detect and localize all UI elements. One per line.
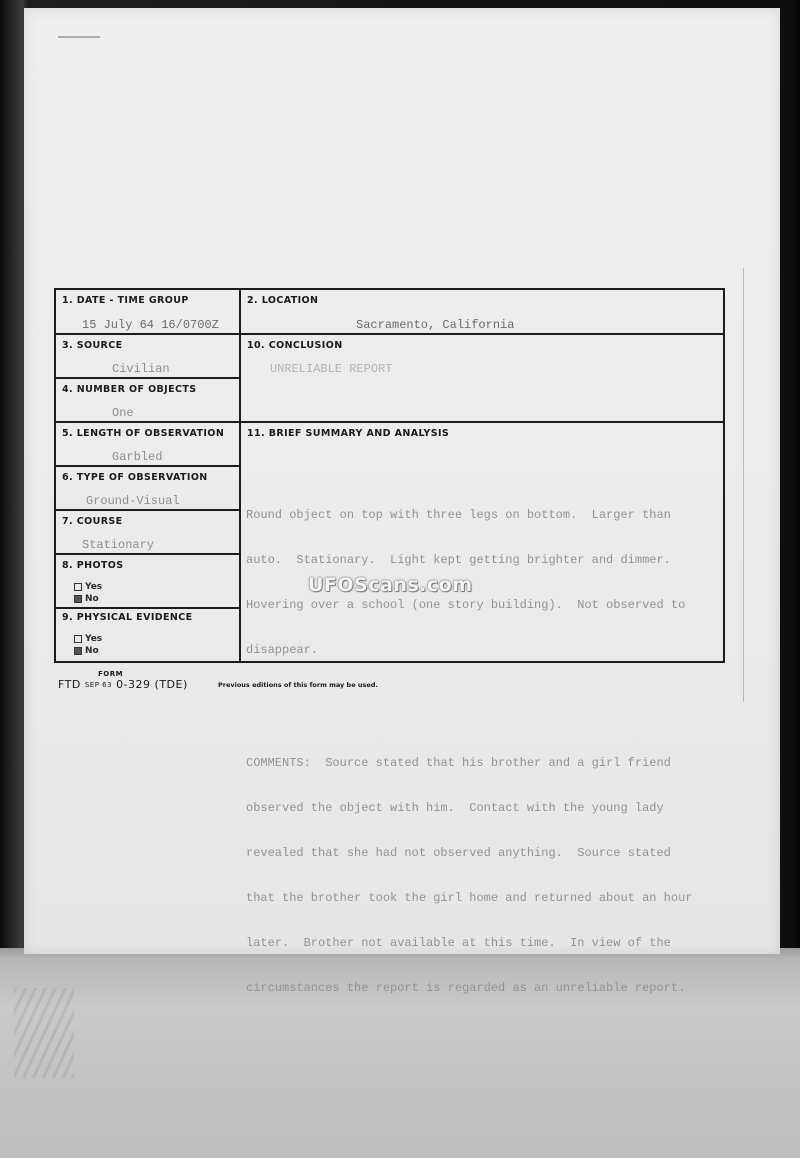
summary-line: revealed that she had not observed anything. Source stated xyxy=(246,846,671,860)
row-divider xyxy=(56,553,239,555)
photos-no-label: No xyxy=(85,594,99,604)
location-label: 2. LOCATION xyxy=(247,295,319,306)
form-id: FTD xyxy=(58,678,81,691)
summary-label: 11. BRIEF SUMMARY AND ANALYSIS xyxy=(247,428,450,439)
row-divider xyxy=(56,607,239,609)
scan-artifact xyxy=(14,988,74,1078)
photos-no-checkbox xyxy=(74,594,99,604)
photos-label: 8. PHOTOS xyxy=(62,560,124,571)
summary-text xyxy=(246,448,720,1056)
conclusion-label: 10. CONCLUSION xyxy=(247,340,343,351)
photos-yes-label: Yes xyxy=(85,582,103,592)
checkbox-icon xyxy=(74,583,82,591)
row-divider xyxy=(56,333,239,335)
summary-line: Round object on top with three legs on bottom. Larger than xyxy=(246,508,671,522)
number-of-objects-value: One xyxy=(112,406,134,420)
length-of-observation-label: 5. LENGTH OF OBSERVATION xyxy=(62,428,225,439)
site-watermark: UFOScans.com xyxy=(308,574,473,596)
row-divider xyxy=(56,377,239,379)
course-label: 7. COURSE xyxy=(62,516,123,527)
course-value: Stationary xyxy=(82,538,155,552)
type-of-observation-label: 6. TYPE OF OBSERVATION xyxy=(62,472,208,483)
number-of-objects-label: 4. NUMBER OF OBJECTS xyxy=(62,384,197,395)
physical-evidence-no-label: No xyxy=(85,646,99,656)
form-number: 0-329 (TDE) xyxy=(116,678,188,691)
summary-line: Hovering over a school (one story building). Not observed to xyxy=(246,598,686,612)
physical-evidence-yes-checkbox xyxy=(74,634,102,644)
row-divider xyxy=(239,333,723,335)
form-date: SEP 63 xyxy=(84,681,113,689)
summary-line: COMMENTS: Source stated that his brother and a girl friend xyxy=(246,756,671,770)
checkbox-icon xyxy=(74,635,82,643)
type-of-observation-value: Ground-Visual xyxy=(86,494,180,508)
location-value: Sacramento, California xyxy=(356,318,515,332)
page-mark xyxy=(58,36,100,38)
comments-paragraph xyxy=(246,726,720,1026)
date-time-group-value: 15 July 64 16/0700Z xyxy=(82,318,219,332)
page-edge-line xyxy=(743,268,744,702)
physical-evidence-label: 9. PHYSICAL EVIDENCE xyxy=(62,612,193,623)
form-word: FORM xyxy=(98,670,124,678)
summary-line: observed the object with him. Contact with the young lady xyxy=(246,801,664,815)
row-divider xyxy=(56,509,239,511)
form-identifier xyxy=(58,678,188,691)
column-divider xyxy=(239,290,241,661)
row-divider xyxy=(239,421,723,423)
physical-evidence-yes-label: Yes xyxy=(85,634,103,644)
length-of-observation-value: Garbled xyxy=(112,450,163,464)
photos-yes-checkbox xyxy=(74,582,102,592)
row-divider xyxy=(56,465,239,467)
summary-line: circumstances the report is regarded as an unreliable report. xyxy=(246,981,686,995)
summary-line: disappear. xyxy=(246,643,319,657)
checked-checkbox-icon xyxy=(74,595,82,603)
row-divider xyxy=(56,421,239,423)
summary-line: later. Brother not available at this time. In view of the xyxy=(246,936,671,950)
source-value: Civilian xyxy=(112,362,170,376)
form-note: Previous editions of this form may be used. xyxy=(218,681,378,689)
checked-checkbox-icon xyxy=(74,647,82,655)
date-time-group-label: 1. DATE - TIME GROUP xyxy=(62,295,189,306)
summary-line: that the brother took the girl home and returned about an hour xyxy=(246,891,693,905)
conclusion-value: UNRELIABLE REPORT xyxy=(270,362,393,376)
source-label: 3. SOURCE xyxy=(62,340,123,351)
summary-line: auto. Stationary. Light kept getting brighter and dimmer. xyxy=(246,553,671,567)
physical-evidence-no-checkbox xyxy=(74,646,99,656)
